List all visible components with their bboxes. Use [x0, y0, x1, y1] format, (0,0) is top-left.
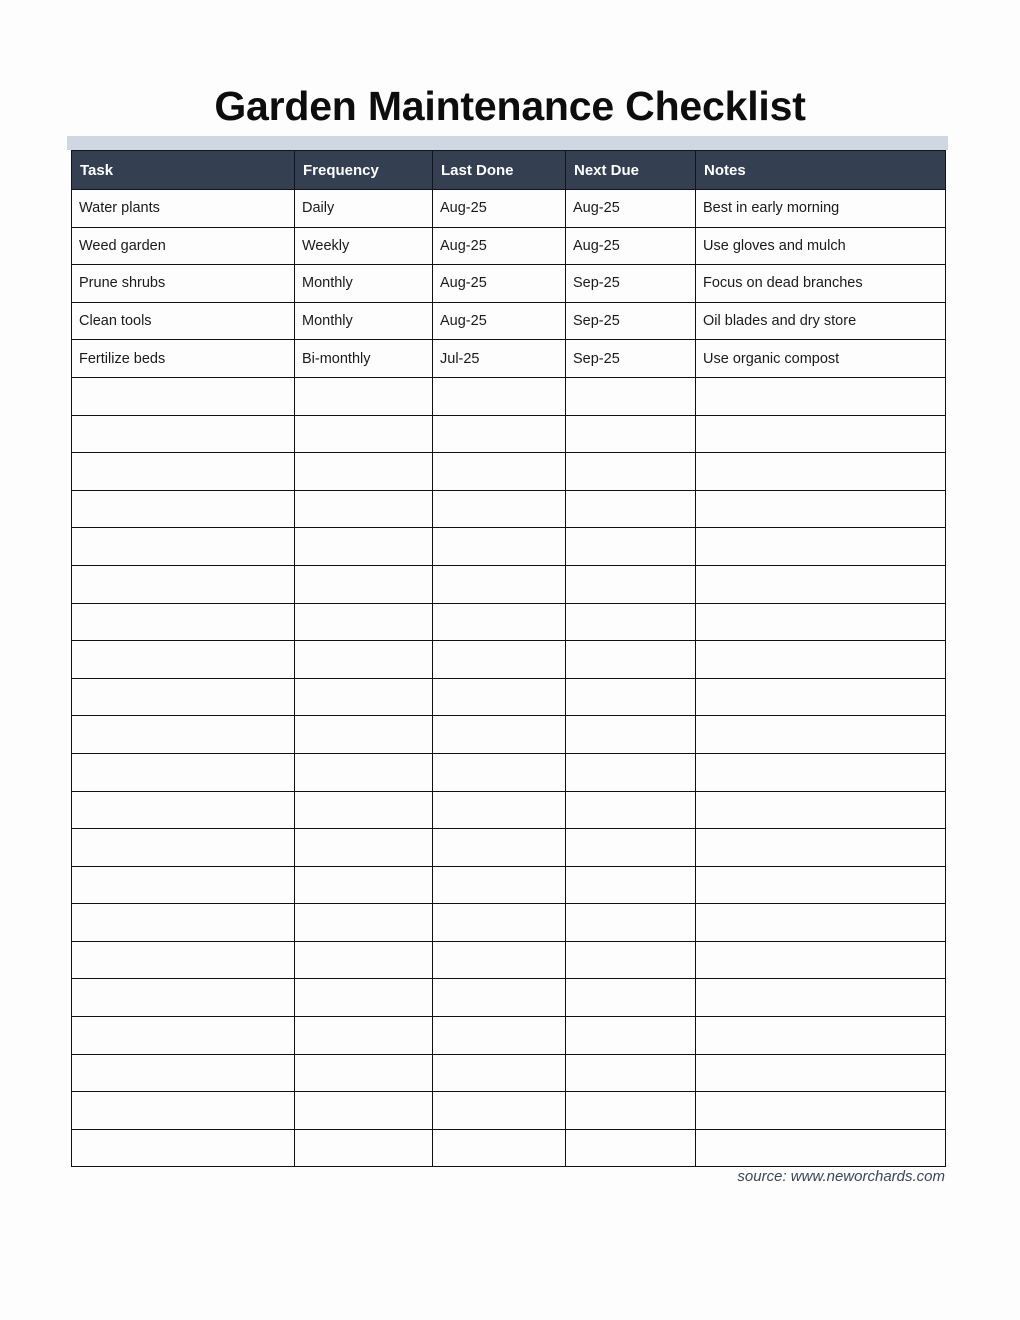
cell-last_done-empty[interactable] — [433, 1092, 566, 1130]
cell-next_due[interactable]: Sep-25 — [566, 265, 696, 303]
cell-frequency-empty[interactable] — [295, 791, 433, 829]
table-header — [72, 151, 946, 190]
cell-last_done-empty[interactable] — [433, 678, 566, 716]
cell-next_due-empty[interactable] — [566, 941, 696, 979]
cell-task-empty[interactable] — [72, 941, 295, 979]
cell-task-empty[interactable] — [72, 1092, 295, 1130]
cell-frequency-empty[interactable] — [295, 678, 433, 716]
cell-frequency-empty[interactable] — [295, 716, 433, 754]
table-row — [72, 340, 946, 378]
cell-notes-empty[interactable] — [696, 453, 946, 491]
cell-last_done-empty[interactable] — [433, 603, 566, 641]
cell-notes[interactable]: Best in early morning — [696, 190, 946, 228]
cell-next_due-empty[interactable] — [566, 415, 696, 453]
cell-frequency-empty[interactable] — [295, 829, 433, 867]
garden-maintenance-table — [71, 150, 946, 1167]
cell-frequency-empty[interactable] — [295, 979, 433, 1017]
cell-frequency-empty[interactable] — [295, 453, 433, 491]
cell-next_due[interactable]: Aug-25 — [566, 190, 696, 228]
cell-task-empty[interactable] — [72, 716, 295, 754]
column-header-task[interactable]: Task — [72, 151, 295, 190]
cell-frequency-empty[interactable] — [295, 753, 433, 791]
cell-task-empty[interactable] — [72, 641, 295, 679]
cell-task-empty[interactable] — [72, 979, 295, 1017]
cell-notes-empty[interactable] — [696, 1017, 946, 1055]
cell-last_done-empty[interactable] — [433, 753, 566, 791]
cell-frequency[interactable]: Weekly — [295, 227, 433, 265]
cell-last_done-empty[interactable] — [433, 791, 566, 829]
cell-next_due-empty[interactable] — [566, 603, 696, 641]
table-row-empty — [72, 791, 946, 829]
table-row-empty — [72, 753, 946, 791]
cell-next_due-empty[interactable] — [566, 678, 696, 716]
cell-task[interactable]: Clean tools — [72, 302, 295, 340]
cell-last_done-empty[interactable] — [433, 641, 566, 679]
cell-next_due-empty[interactable] — [566, 641, 696, 679]
cell-task-empty[interactable] — [72, 753, 295, 791]
table-row-empty — [72, 453, 946, 491]
cell-notes-empty[interactable] — [696, 641, 946, 679]
cell-last_done-empty[interactable] — [433, 941, 566, 979]
table-row-empty — [72, 716, 946, 754]
cell-frequency-empty[interactable] — [295, 866, 433, 904]
cell-frequency-empty[interactable] — [295, 904, 433, 942]
cell-next_due-empty[interactable] — [566, 791, 696, 829]
table-row — [72, 227, 946, 265]
cell-last_done-empty[interactable] — [433, 904, 566, 942]
cell-notes-empty[interactable] — [696, 904, 946, 942]
table-row-empty — [72, 1092, 946, 1130]
cell-notes[interactable]: Oil blades and dry store — [696, 302, 946, 340]
cell-frequency-empty[interactable] — [295, 490, 433, 528]
cell-next_due[interactable]: Sep-25 — [566, 302, 696, 340]
cell-last_done-empty[interactable] — [433, 377, 566, 415]
cell-notes[interactable]: Use gloves and mulch — [696, 227, 946, 265]
cell-task-empty[interactable] — [72, 829, 295, 867]
cell-last_done[interactable]: Aug-25 — [433, 227, 566, 265]
cell-task-empty[interactable] — [72, 453, 295, 491]
cell-frequency-empty[interactable] — [295, 415, 433, 453]
cell-last_done[interactable]: Aug-25 — [433, 190, 566, 228]
cell-next_due[interactable]: Sep-25 — [566, 340, 696, 378]
cell-task-empty[interactable] — [72, 791, 295, 829]
cell-last_done-empty[interactable] — [433, 979, 566, 1017]
cell-frequency-empty[interactable] — [295, 641, 433, 679]
cell-frequency-empty[interactable] — [295, 1017, 433, 1055]
cell-task-empty[interactable] — [72, 490, 295, 528]
table-row-empty — [72, 1129, 946, 1167]
cell-notes-empty[interactable] — [696, 490, 946, 528]
cell-last_done[interactable]: Jul-25 — [433, 340, 566, 378]
cell-notes-empty[interactable] — [696, 565, 946, 603]
cell-task-empty[interactable] — [72, 1017, 295, 1055]
cell-notes-empty[interactable] — [696, 791, 946, 829]
cell-frequency-empty[interactable] — [295, 603, 433, 641]
cell-last_done-empty[interactable] — [433, 453, 566, 491]
table-row-empty — [72, 641, 946, 679]
table-row-empty — [72, 904, 946, 942]
cell-task-empty[interactable] — [72, 866, 295, 904]
cell-notes-empty[interactable] — [696, 528, 946, 566]
cell-task-empty[interactable] — [72, 377, 295, 415]
cell-last_done-empty[interactable] — [433, 1129, 566, 1167]
cell-last_done-empty[interactable] — [433, 415, 566, 453]
cell-notes[interactable]: Focus on dead branches — [696, 265, 946, 303]
cell-next_due-empty[interactable] — [566, 904, 696, 942]
cell-frequency[interactable]: Bi-monthly — [295, 340, 433, 378]
cell-task[interactable]: Prune shrubs — [72, 265, 295, 303]
table-row-empty — [72, 490, 946, 528]
cell-next_due-empty[interactable] — [566, 1017, 696, 1055]
cell-frequency-empty[interactable] — [295, 528, 433, 566]
table-row-empty — [72, 603, 946, 641]
cell-last_done[interactable]: Aug-25 — [433, 302, 566, 340]
source-attribution: source: www.neworchards.com — [737, 1168, 945, 1185]
table-row-empty — [72, 1054, 946, 1092]
table-row-empty — [72, 377, 946, 415]
cell-notes-empty[interactable] — [696, 829, 946, 867]
cell-next_due[interactable]: Aug-25 — [566, 227, 696, 265]
table-row-empty — [72, 565, 946, 603]
cell-task-empty[interactable] — [72, 904, 295, 942]
cell-frequency[interactable]: Daily — [295, 190, 433, 228]
cell-notes[interactable]: Use organic compost — [696, 340, 946, 378]
cell-task[interactable]: Water plants — [72, 190, 295, 228]
cell-task-empty[interactable] — [72, 565, 295, 603]
table-accent-bar — [67, 136, 948, 150]
cell-last_done-empty[interactable] — [433, 716, 566, 754]
cell-notes-empty[interactable] — [696, 753, 946, 791]
cell-task-empty[interactable] — [72, 1054, 295, 1092]
cell-task-empty[interactable] — [72, 603, 295, 641]
column-header-notes[interactable]: Notes — [696, 151, 946, 190]
cell-next_due-empty[interactable] — [566, 979, 696, 1017]
cell-last_done-empty[interactable] — [433, 490, 566, 528]
cell-notes-empty[interactable] — [696, 1129, 946, 1167]
cell-next_due-empty[interactable] — [566, 377, 696, 415]
cell-notes-empty[interactable] — [696, 1054, 946, 1092]
cell-notes-empty[interactable] — [696, 866, 946, 904]
cell-frequency-empty[interactable] — [295, 377, 433, 415]
column-header-last-done[interactable]: Last Done — [433, 151, 566, 190]
cell-last_done-empty[interactable] — [433, 528, 566, 566]
cell-frequency-empty[interactable] — [295, 941, 433, 979]
cell-frequency-empty[interactable] — [295, 1054, 433, 1092]
table-body — [72, 190, 946, 1167]
column-header-frequency[interactable]: Frequency — [295, 151, 433, 190]
cell-next_due-empty[interactable] — [566, 490, 696, 528]
cell-notes-empty[interactable] — [696, 603, 946, 641]
cell-frequency[interactable]: Monthly — [295, 302, 433, 340]
cell-last_done-empty[interactable] — [433, 1017, 566, 1055]
cell-notes-empty[interactable] — [696, 716, 946, 754]
table-row-empty — [72, 941, 946, 979]
cell-last_done[interactable]: Aug-25 — [433, 265, 566, 303]
cell-task-empty[interactable] — [72, 678, 295, 716]
cell-next_due-empty[interactable] — [566, 1092, 696, 1130]
cell-next_due-empty[interactable] — [566, 1129, 696, 1167]
cell-frequency-empty[interactable] — [295, 565, 433, 603]
cell-last_done-empty[interactable] — [433, 866, 566, 904]
cell-task[interactable]: Fertilize beds — [72, 340, 295, 378]
cell-notes-empty[interactable] — [696, 979, 946, 1017]
cell-notes-empty[interactable] — [696, 415, 946, 453]
cell-next_due-empty[interactable] — [566, 1054, 696, 1092]
cell-task-empty[interactable] — [72, 1129, 295, 1167]
cell-task-empty[interactable] — [72, 528, 295, 566]
table-row-empty — [72, 829, 946, 867]
cell-frequency[interactable]: Monthly — [295, 265, 433, 303]
table-row-empty — [72, 979, 946, 1017]
cell-next_due-empty[interactable] — [566, 866, 696, 904]
cell-next_due-empty[interactable] — [566, 528, 696, 566]
cell-next_due-empty[interactable] — [566, 453, 696, 491]
cell-frequency-empty[interactable] — [295, 1129, 433, 1167]
cell-notes-empty[interactable] — [696, 377, 946, 415]
column-header-next-due[interactable]: Next Due — [566, 151, 696, 190]
cell-frequency-empty[interactable] — [295, 1092, 433, 1130]
table-row-empty — [72, 415, 946, 453]
table-row-empty — [72, 528, 946, 566]
cell-last_done-empty[interactable] — [433, 1054, 566, 1092]
table-row-empty — [72, 678, 946, 716]
cell-next_due-empty[interactable] — [566, 829, 696, 867]
table-row-empty — [72, 866, 946, 904]
checklist-table-container — [71, 150, 945, 1167]
cell-next_due-empty[interactable] — [566, 565, 696, 603]
cell-task[interactable]: Weed garden — [72, 227, 295, 265]
page-title: Garden Maintenance Checklist — [214, 83, 806, 129]
cell-next_due-empty[interactable] — [566, 716, 696, 754]
table-header-row — [72, 151, 946, 190]
cell-last_done-empty[interactable] — [433, 829, 566, 867]
table-row — [72, 302, 946, 340]
cell-notes-empty[interactable] — [696, 1092, 946, 1130]
cell-notes-empty[interactable] — [696, 941, 946, 979]
table-row — [72, 190, 946, 228]
cell-task-empty[interactable] — [72, 415, 295, 453]
cell-last_done-empty[interactable] — [433, 565, 566, 603]
table-row-empty — [72, 1017, 946, 1055]
cell-next_due-empty[interactable] — [566, 753, 696, 791]
table-row — [72, 265, 946, 303]
cell-notes-empty[interactable] — [696, 678, 946, 716]
